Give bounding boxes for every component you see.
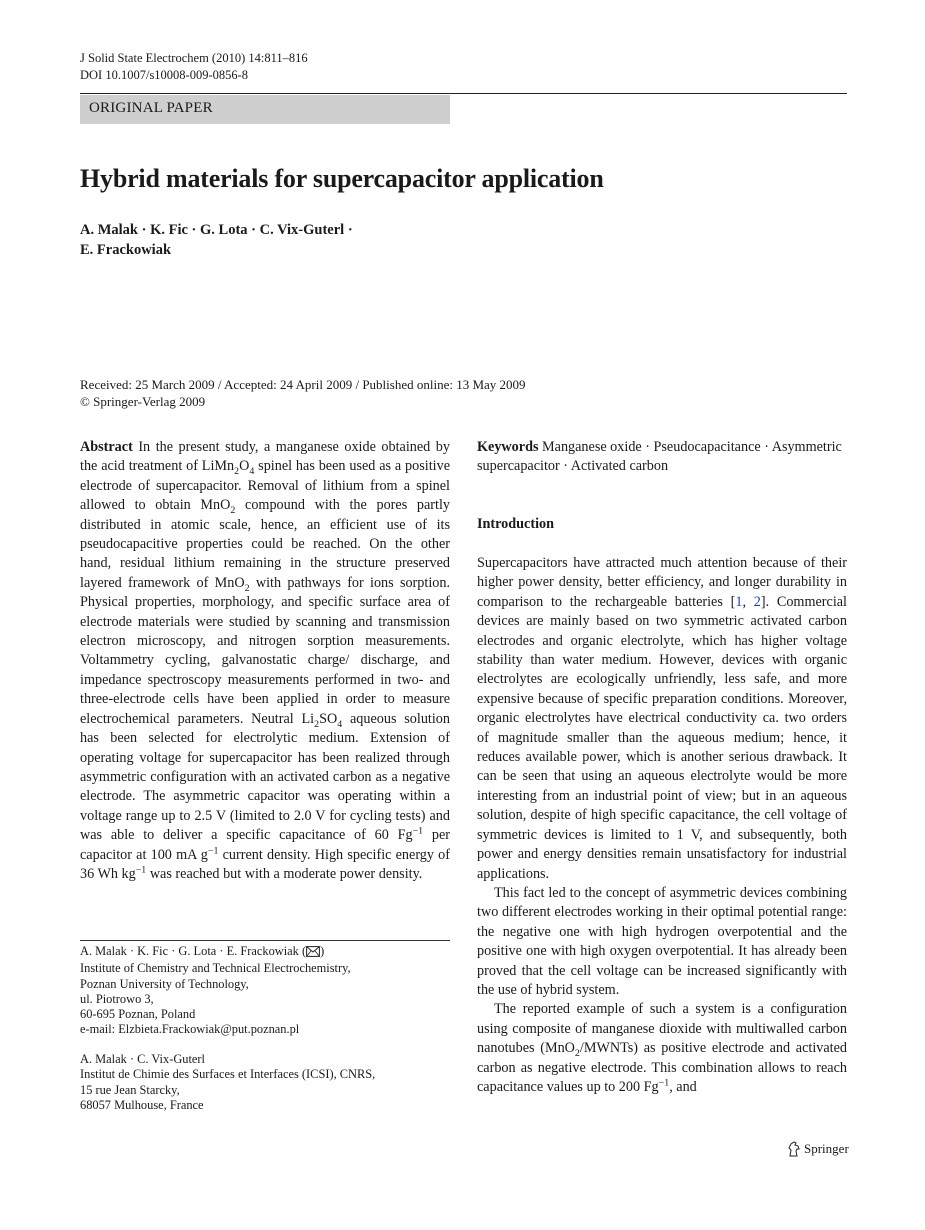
section-label: ORIGINAL PAPER xyxy=(89,100,213,116)
doi-line[interactable]: DOI 10.1007/s10008-009-0856-8 xyxy=(80,68,249,82)
intro-text: , xyxy=(742,593,754,610)
affiliation-line: 15 rue Jean Starcky, xyxy=(80,1082,180,1097)
springer-horse-icon xyxy=(787,1141,801,1157)
affiliation-authors: A. Malak · K. Fic · G. Lota · E. Frackowiak ( xyxy=(80,944,307,958)
abstract-text: was reached but with a moderate power density. xyxy=(146,865,423,882)
intro-paragraph-1 xyxy=(477,554,847,884)
affiliation-line: Institute of Chemistry and Technical Electrochemistry, xyxy=(80,961,351,976)
superscript: −1 xyxy=(207,844,219,856)
dates-line: Received: 25 March 2009 / Accepted: 24 April 2009 / Published online: 13 May 2009 xyxy=(80,377,526,392)
abstract-text: per capacitor at 100 mA g xyxy=(80,827,451,863)
subscript: 2 xyxy=(574,1047,580,1059)
copyright-line: © Springer-Verlag 2009 xyxy=(80,394,206,409)
authors-line-2: E. Frackowiak xyxy=(80,242,172,258)
intro-paragraph-3 xyxy=(477,1000,847,1097)
email-line[interactable]: e-mail: Elzbieta.Frackowiak@put.poznan.pl xyxy=(80,1022,300,1037)
subscript: 2 xyxy=(244,582,250,594)
journal-citation xyxy=(80,50,308,84)
superscript: −1 xyxy=(658,1077,670,1089)
citation-link[interactable]: 2 xyxy=(753,593,761,610)
abstract-label: Abstract xyxy=(80,439,133,455)
introduction-body xyxy=(477,554,847,1097)
subscript: 2 xyxy=(314,718,320,730)
author-list xyxy=(80,220,353,260)
affiliation-line: ul. Piotrowo 3, xyxy=(80,991,154,1006)
abstract-text: O xyxy=(239,458,250,475)
affiliation-line: 68057 Mulhouse, France xyxy=(80,1097,204,1112)
abstract xyxy=(80,438,450,884)
abstract-text: with pathways for ions sorption. Physical properties, morphology, and specific surface area of electrode materials were studied by scanning and transmission electron microscopy, and nitrogen sorption measurements. Voltammetry cycling, galvanostatic charge/ discharge, and impedance spectroscopy measurements performed in two- and three-electrode cells have been applied in order to measure electrochemical parameters. Neutral Li xyxy=(80,574,450,727)
affiliation-block-2 xyxy=(80,1052,375,1113)
intro-paragraph-2: This fact led to the concept of asymmetric devices combining two different electrodes working in their optimal potential range: the negative one with high hydrogen overpotential and the positive one with high oxygen overpotential. It has already been proved that the cell voltage can be increased significantly with the use of hybrid system. xyxy=(477,884,847,998)
subscript: 2 xyxy=(234,466,240,478)
abstract-paragraph xyxy=(80,438,450,884)
publisher-logo xyxy=(787,1141,849,1157)
keywords-text: Manganese oxide · Pseudocapacitance · Asymmetric supercapacitor · Activated carbon xyxy=(477,439,842,475)
abstract-text: In the present study, a manganese oxide obtained by the acid treatment of LiMn xyxy=(80,439,450,475)
abstract-text: current density. High specific energy of 36 Wh kg xyxy=(80,846,450,882)
header-rule xyxy=(80,93,847,94)
superscript: −1 xyxy=(135,864,147,876)
subscript: 2 xyxy=(230,505,236,517)
abstract-text: SO xyxy=(319,710,338,727)
keywords xyxy=(477,438,847,477)
intro-text: , and xyxy=(669,1078,697,1095)
affiliation-line: Institut de Chimie des Surfaces et Interfaces (ICSI), CNRS, xyxy=(80,1067,376,1082)
keywords-paragraph xyxy=(477,438,847,477)
intro-text: The reported example of such a system is a configuration using composite of manganese dioxide with multiwalled carbon nanotubes (MnO xyxy=(477,1001,847,1057)
keywords-label: Keywords xyxy=(477,439,539,455)
affiliation-authors-line xyxy=(80,944,351,961)
introduction-heading: Introduction xyxy=(477,516,554,532)
abstract-text: aqueous solution has been selected for electrolytic medium. Extension of operating voltage for supercapacitor has been realized through asymmetric configuration with an activated carbon as a negative electrode. The asymmetric capacitor was operating within a voltage range up to 2.5 V (limited to 2.0 V for cycling tests) and was able to deliver a specific capacitance of 60 Fg xyxy=(80,710,450,844)
envelope-icon[interactable] xyxy=(306,946,320,961)
subscript: 4 xyxy=(249,466,255,478)
affiliation-line: A. Malak · C. Vix-Guterl xyxy=(80,1052,205,1066)
citation-link[interactable]: 1 xyxy=(735,593,743,610)
affiliation-line: 60-695 Poznan, Poland xyxy=(80,1007,196,1022)
intro-text: Supercapacitors have attracted much attention because of their higher power density, better efficiency, and longer durability in comparison to the rechargeable batteries [ xyxy=(477,555,847,610)
abstract-text: compound with the pores partly distributed in atomic scale, hence, an efficient use of its pseudocapacitive properties could be reached. On the other hand, residual lithium remaining in the structure preserved layered framework of MnO xyxy=(80,497,450,591)
publisher-name: Springer xyxy=(804,1141,849,1156)
superscript: −1 xyxy=(412,825,424,837)
affiliation-block-1 xyxy=(80,944,351,1038)
journal-line: J Solid State Electrochem (2010) 14:811–816 xyxy=(80,51,308,65)
subscript: 4 xyxy=(337,718,343,730)
article-title: Hybrid materials for supercapacitor application xyxy=(80,164,604,193)
intro-text: ]. Commercial devices are mainly based on two symmetric activated carbon electrodes and organic electrolyte, which has higher voltage stability than water medium. However, devices with organic electrolytes are ecologically unfriendly, less safe, and more expensive because of specific preparation conditions. Moreover, organic electrolytes have electrical conductivity ca. two orders of magnitude smaller than the aqueous medium; hence, it reduces available power, which is another serious drawback. It can be seen that using an aqueous electrolyte would be more interesting from an industrial point of view; but in an aqueous solution, despite of high specific capacitance, the cell voltage of symmetric devices is limited to 1 V, and subsequently, both power and energy densities remain unsatisfactory for industrial applications. xyxy=(477,593,848,882)
publication-history xyxy=(80,376,526,410)
intro-text: /MWNTs) as positive electrode and activated carbon as negative electrode. This combination allows to reach capacitance values up to 200 Fg xyxy=(477,1040,847,1095)
affiliation-line: Poznan University of Technology, xyxy=(80,976,249,991)
section-band xyxy=(80,95,450,124)
affiliation-rule xyxy=(80,940,450,941)
affiliation-authors-close: ) xyxy=(320,944,325,958)
authors-line-1: A. Malak · K. Fic · G. Lota · C. Vix-Guterl · xyxy=(80,222,353,238)
abstract-text: spinel has been used as a positive electrode of supercapacitor. Removal of lithium from a spinel allowed to obtain MnO xyxy=(80,458,450,514)
